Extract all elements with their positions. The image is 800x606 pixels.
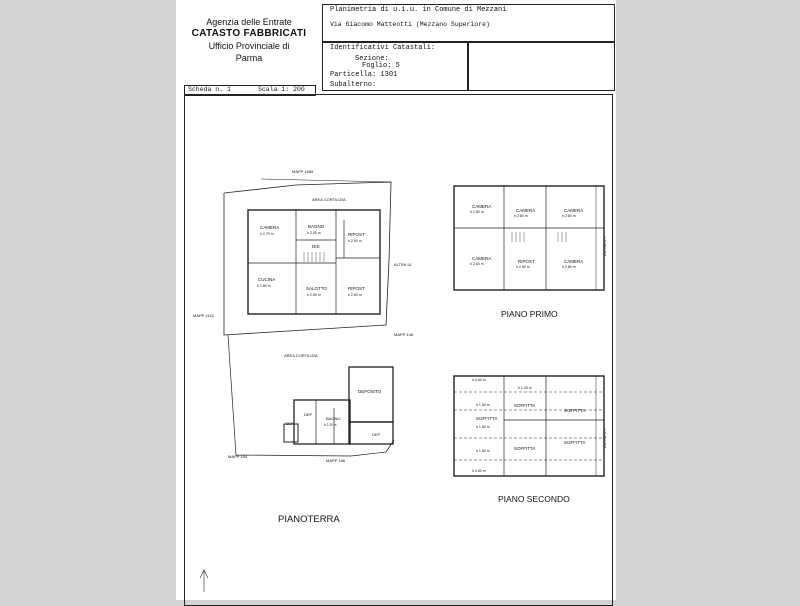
first-room-4: RIPOST: [518, 259, 535, 264]
ground-cucina-h: h 2.80 m: [257, 284, 271, 288]
ground-cucina: CUCINA: [258, 277, 276, 282]
second-altra-ui: ALTRA U.I.: [602, 428, 607, 448]
second-room-0: SOFFITTA: [476, 416, 498, 421]
second-room-1: SOFFITTA: [514, 403, 536, 408]
north-arrow-icon: [200, 570, 208, 592]
office-ufficio: Ufficio Provinciale di: [208, 41, 290, 51]
first-room-3-h: h 2.80 m: [470, 262, 484, 266]
ground-camera-h: h 2.70 m: [260, 232, 274, 236]
ground-small-block: [294, 400, 350, 444]
first-room-0: CAMERA: [472, 204, 492, 209]
second-h-4: h 1.50 m: [476, 449, 490, 453]
first-room-1-h: h 2.80 m: [514, 214, 528, 218]
second-h-2: h 1.50 m: [476, 403, 490, 407]
office-catasto: CATASTO FABBRICATI: [191, 28, 307, 39]
first-room-5-h: h 2.80 m: [562, 265, 576, 269]
ground-dep3: DEP: [372, 432, 381, 437]
particella-label: Particella:: [330, 71, 377, 79]
ground-bagno2: BAGNO: [326, 416, 341, 421]
sezione-label: Sezione:: [355, 55, 389, 63]
ground-mapp-bottom-left: MAPP 154: [228, 454, 248, 459]
ground-bagno2-h: h 2.20 m: [324, 423, 337, 427]
ground-deposito: DEPOSITO: [358, 389, 382, 394]
second-h-0: h 0.60 m: [472, 378, 486, 382]
first-room-2-h: h 2.80 m: [562, 214, 576, 218]
ground-salotto-h: h 2.50 m: [307, 293, 321, 297]
second-room-2: SOFFITTA: [564, 408, 586, 413]
first-altra-ui: ALTRA U.I.: [602, 236, 607, 256]
ground-altra-ui: ALTRA UI: [394, 262, 412, 267]
ground-mapp-bottom-mid: MAPP 156: [326, 458, 346, 463]
identificativi-label: Identificativi Catastali:: [330, 44, 436, 52]
ground-title: PIANOTERRA: [278, 514, 340, 525]
ground-ripost2: RIPOST: [348, 286, 365, 291]
floor-plans: [176, 0, 616, 600]
second-title: PIANO SECONDO: [498, 494, 570, 504]
ground-ripost1-h: h 2.50 m: [348, 239, 362, 243]
scheda-number: Scheda n. 1: [188, 86, 231, 93]
ground-deposito-block: [349, 367, 393, 422]
ground-camera: CAMERA: [260, 225, 280, 230]
ground-dep1: DEP: [304, 412, 313, 417]
ground-lot-outline: [224, 182, 391, 335]
ground-area-top: AREA CORTILIZIA: [312, 197, 346, 202]
ground-dep2: DEP: [286, 422, 294, 426]
ground-ripost2-h: h 2.50 m: [348, 293, 362, 297]
first-stairs: [512, 232, 566, 242]
first-room-1: CAMERA: [516, 208, 536, 213]
first-floor-outline: [454, 186, 604, 290]
first-room-5: CAMERA: [564, 259, 584, 264]
second-h-5: h 0.60 m: [472, 469, 486, 473]
second-room-3: SOFFITTA: [514, 446, 536, 451]
ground-salotto: SALOTTO: [306, 286, 327, 291]
first-room-3: CAMERA: [472, 256, 492, 261]
first-room-4-h: h 2.50 m: [516, 265, 530, 269]
plan-title: Planimetria di u.i.u. in Comune di Mezzani: [330, 6, 507, 14]
first-room-2: CAMERA: [564, 208, 584, 213]
first-title: PIANO PRIMO: [501, 309, 558, 319]
ground-stairs: [304, 252, 324, 262]
ground-ripost1: RIPOST: [348, 232, 365, 237]
subalterno-label: Subalterno:: [330, 81, 377, 89]
ground-dis: DIS: [312, 244, 320, 249]
ground-bagno: BAGNO: [308, 224, 325, 229]
second-h-1: h 1.30 m: [518, 386, 532, 390]
plan-address: Via Giacomo Matteotti (Mezzano Superiore): [330, 21, 490, 28]
second-room-4: SOFFITTA: [564, 440, 586, 445]
ground-mapp-top: MAPP 1569: [292, 169, 314, 174]
foglio-value: 5: [395, 62, 400, 70]
particella-value: 1301: [380, 71, 398, 79]
second-h-3: h 1.50 m: [476, 425, 490, 429]
office-agency: Agenzia delle Entrate: [206, 17, 292, 27]
foglio-label: Foglio:: [362, 62, 392, 70]
ground-bagno-h: h 2.50 m: [307, 231, 321, 235]
ground-area-bottom: AREA CORTILIZIA: [284, 353, 318, 358]
office-city: Parma: [235, 53, 263, 63]
first-room-0-h: h 2.80 m: [470, 210, 484, 214]
scala-label: Scala 1: 200: [258, 86, 305, 93]
ground-mapp-left: MAPP 1141: [193, 313, 214, 318]
ground-mapp-right: MAPP 146: [394, 332, 414, 337]
cadastral-sheet: [176, 0, 616, 600]
